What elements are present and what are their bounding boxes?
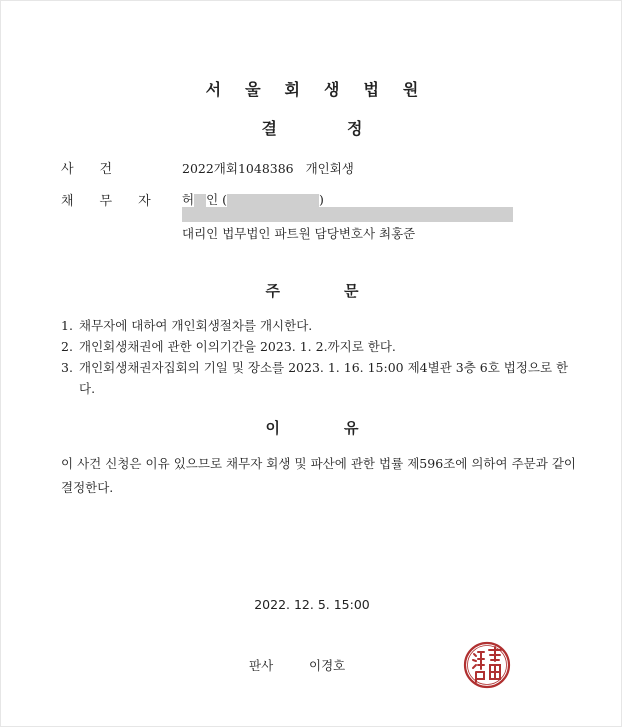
debtor-representative: 대리인 법무법인 파트원 담당변호사 최홍준	[182, 226, 416, 241]
order-heading: 주문	[265, 282, 423, 300]
order-item-text: 채무자에 대하여 개인회생절차를 개시한다.	[79, 318, 313, 333]
debtor-label: 채무자	[61, 194, 177, 209]
judge-seal-icon	[463, 641, 511, 689]
redaction-block	[194, 194, 206, 208]
order-item	[61, 357, 571, 399]
case-type: 개인회생	[305, 161, 354, 176]
court-name: 서울회생법원	[205, 80, 443, 99]
order-item-number: 2.	[61, 339, 73, 354]
case-label: 사건	[61, 162, 139, 177]
debtor-name-line	[182, 190, 324, 208]
judge-name: 이경호	[309, 658, 346, 673]
order-item	[61, 336, 571, 357]
order-item-text: 개인회생채권자집회의 기일 및 장소를 2023. 1. 16. 15:00 제4별관 3층 6호 법정으로 한다.	[79, 360, 569, 396]
judge-title: 판사	[249, 658, 274, 673]
order-item-number: 1.	[61, 318, 73, 333]
decision-date: 2022. 12. 5. 15:00	[254, 597, 370, 612]
address-redaction	[182, 207, 513, 222]
case-info	[182, 159, 354, 177]
order-item-text: 개인회생채권에 관한 이의기간을 2023. 1. 2.까지로 한다.	[79, 339, 396, 354]
debtor-name-first: 허	[182, 192, 195, 207]
redaction-block	[227, 194, 319, 208]
reason-text: 이 사건 신청은 이유 있으므로 채무자 회생 및 파산에 관한 법률 제596조에 의하여 주문과 같이 결정한다.	[61, 456, 576, 495]
document-title: 결정	[261, 119, 433, 138]
order-item	[61, 315, 571, 336]
order-list	[61, 315, 571, 399]
paren-close: )	[319, 192, 324, 207]
paren-open: (	[222, 192, 228, 207]
order-item-number: 3.	[61, 360, 73, 375]
case-number: 2022개회1048386	[182, 161, 294, 176]
debtor-name-last: 인	[206, 192, 219, 207]
reason-heading: 이유	[265, 419, 423, 437]
